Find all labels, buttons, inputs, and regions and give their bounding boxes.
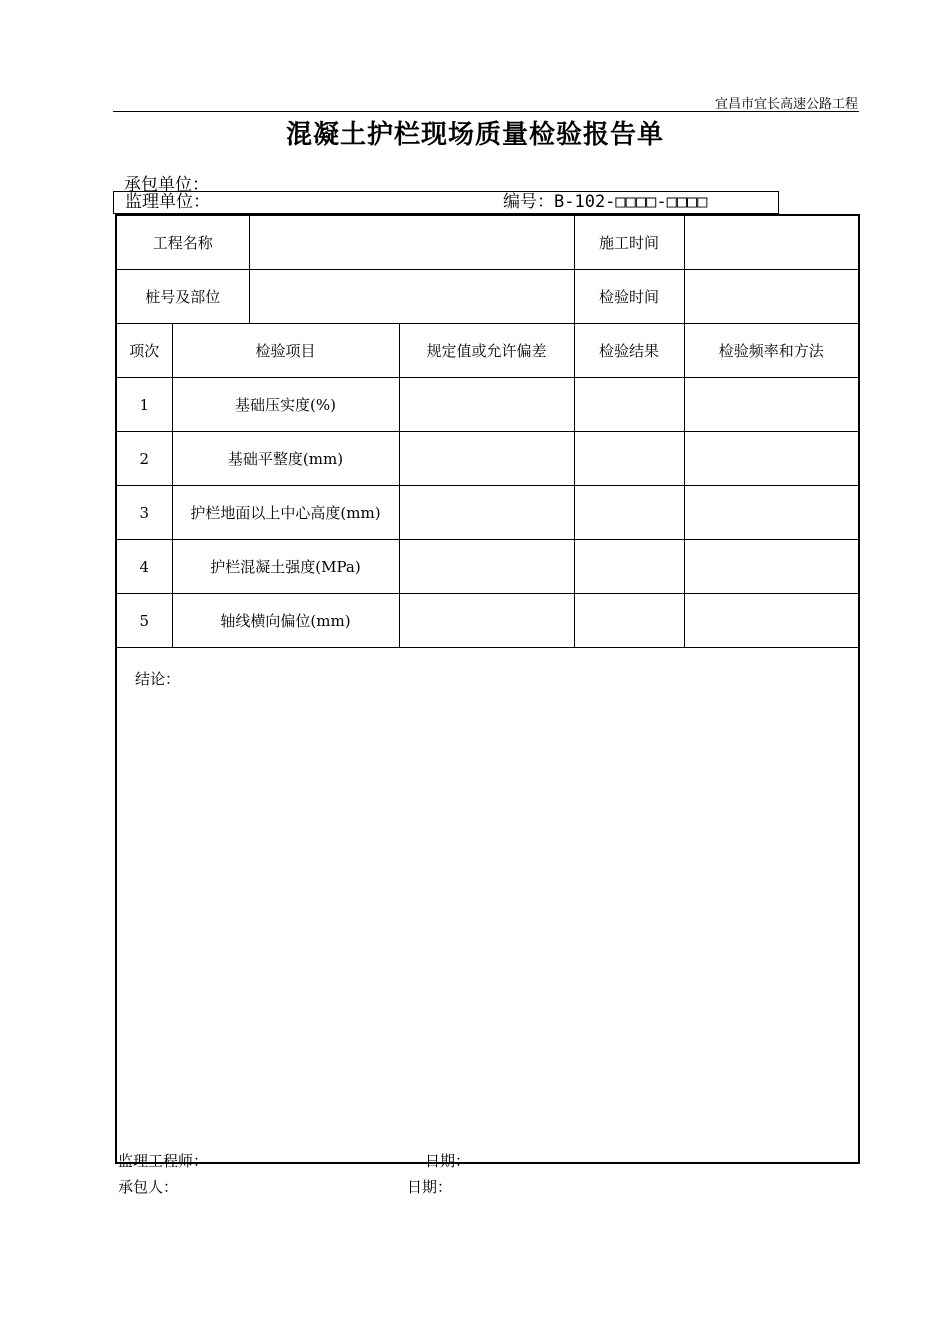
item-no: 2 — [116, 432, 172, 486]
item-method-cell[interactable] — [684, 486, 859, 540]
table-row — [116, 378, 859, 432]
item-name: 基础平整度(mm) — [172, 432, 399, 486]
item-spec-cell[interactable] — [399, 486, 574, 540]
project-name-field[interactable] — [249, 215, 574, 270]
item-result-cell[interactable] — [574, 378, 684, 432]
item-name: 护栏混凝土强度(MPa) — [172, 540, 399, 594]
item-result-cell[interactable] — [574, 486, 684, 540]
form-code: 编号：B-102-□□□□-□□□□ — [503, 192, 708, 212]
column-header-row — [116, 324, 859, 378]
inspection-time-label: 检验时间 — [574, 270, 684, 324]
conclusion-cell[interactable] — [116, 648, 859, 1164]
table-row — [116, 486, 859, 540]
project-name-label: 工程名称 — [116, 215, 249, 270]
item-method-cell[interactable] — [684, 432, 859, 486]
item-method-cell[interactable] — [684, 594, 859, 648]
supervisor-label: 监理单位： — [125, 192, 210, 212]
construction-time-label: 施工时间 — [574, 215, 684, 270]
column-header-result: 检验结果 — [574, 324, 684, 378]
item-spec-cell[interactable] — [399, 594, 574, 648]
item-method-cell[interactable] — [684, 378, 859, 432]
construction-time-field[interactable] — [684, 215, 859, 270]
supervisor-row — [113, 191, 779, 214]
project-header: 宜昌市宜长高速公路工程 — [714, 97, 858, 112]
item-spec-cell[interactable] — [399, 378, 574, 432]
item-spec-cell[interactable] — [399, 540, 574, 594]
column-header-item: 检验项目 — [172, 324, 399, 378]
table-row — [116, 540, 859, 594]
contractor-label: 承包单位： — [124, 175, 209, 195]
engineer-date-label: 日期： — [425, 1152, 471, 1170]
conclusion-label: 结论： — [135, 670, 181, 688]
column-header-no: 项次 — [116, 324, 172, 378]
form-title: 混凝土护栏现场质量检验报告单 — [285, 120, 664, 150]
item-no: 1 — [116, 378, 172, 432]
contractor-date-label: 日期： — [407, 1178, 453, 1196]
column-header-method: 检验频率和方法 — [684, 324, 859, 378]
info-row-project — [116, 215, 859, 270]
item-method-cell[interactable] — [684, 540, 859, 594]
table-row — [116, 432, 859, 486]
info-row-station — [116, 270, 859, 324]
header-rule — [113, 111, 859, 112]
engineer-label: 监理工程师： — [118, 1152, 209, 1170]
conclusion-row — [116, 648, 859, 1164]
item-no: 5 — [116, 594, 172, 648]
item-no: 3 — [116, 486, 172, 540]
inspection-time-field[interactable] — [684, 270, 859, 324]
item-result-cell[interactable] — [574, 432, 684, 486]
item-no: 4 — [116, 540, 172, 594]
contractor-person-label: 承包人： — [118, 1178, 179, 1196]
column-header-spec: 规定值或允许偏差 — [399, 324, 574, 378]
station-location-field[interactable] — [249, 270, 574, 324]
item-result-cell[interactable] — [574, 594, 684, 648]
station-location-label: 桩号及部位 — [116, 270, 249, 324]
item-result-cell[interactable] — [574, 540, 684, 594]
item-spec-cell[interactable] — [399, 432, 574, 486]
item-name: 轴线横向偏位(mm) — [172, 594, 399, 648]
item-name: 基础压实度(%) — [172, 378, 399, 432]
table-row — [116, 594, 859, 648]
inspection-table — [115, 214, 860, 1164]
item-name: 护栏地面以上中心高度(mm) — [172, 486, 399, 540]
